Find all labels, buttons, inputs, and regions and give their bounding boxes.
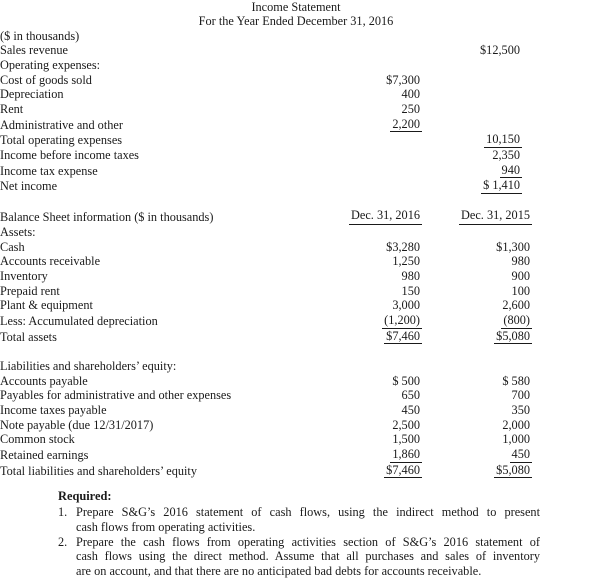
row-pad: [522, 58, 600, 73]
bs-col-2016-value: (1,200): [384, 313, 420, 328]
balance-sheet-row: [0, 298, 600, 313]
required-item-number: 1.: [58, 504, 68, 519]
balance-sheet-row: [0, 388, 600, 403]
bs-col-2016-value: $7,460: [386, 328, 420, 343]
row-pad: [522, 117, 600, 133]
bs-col-2015: [422, 240, 532, 255]
row-pad: [522, 148, 600, 163]
balance-sheet-table: [0, 194, 600, 478]
assets-heading: Assets:: [0, 225, 36, 240]
income-col2-value: 940: [501, 162, 520, 177]
income-col1-value: 400: [401, 87, 420, 102]
balance-sheet-header-row: [0, 208, 600, 225]
bs-col-2016-value: 450: [401, 403, 420, 418]
bs-col-2015: [422, 284, 532, 299]
income-col1: [310, 58, 422, 73]
income-col2: [422, 148, 522, 163]
bs-col-2015: [422, 463, 532, 479]
row-label: Payables for administrative and other expenses: [0, 388, 232, 403]
bs-col-2015-value: 900: [511, 269, 530, 284]
bs-col-2016: [310, 418, 422, 433]
required-item-text: [76, 505, 540, 535]
row-pad: [532, 447, 600, 463]
row-pad: [532, 329, 600, 345]
income-col2: [422, 73, 522, 88]
balance-sheet-head: [0, 194, 600, 240]
bs-col-2015-value: $5,080: [496, 462, 530, 477]
document-subtitle: For the Year Ended December 31, 2016: [198, 14, 394, 29]
assets-heading-col2: [422, 225, 532, 240]
assets-heading-row: [0, 225, 600, 240]
liabilities-head: [0, 344, 600, 373]
row-label: Sales revenue: [0, 43, 68, 58]
income-col1: [310, 163, 422, 179]
balance-sheet-liability-rows: [0, 374, 600, 479]
income-statement-row: [0, 163, 600, 179]
bs-col-2016-value: 150: [401, 283, 420, 298]
units-note-col2: [422, 29, 522, 44]
units-note-row: [0, 29, 600, 44]
row-label: Inventory: [0, 269, 48, 284]
required-item: [58, 535, 540, 579]
column-header-2015: [422, 208, 532, 225]
bs-col-2015-value: $5,080: [496, 328, 530, 343]
bs-col-2016: [310, 463, 422, 479]
spacer-col1: [310, 194, 422, 209]
spacer-col2: [422, 194, 532, 209]
required-section: [0, 489, 600, 579]
income-col2-value: $12,500: [480, 43, 520, 58]
row-pad: [532, 432, 600, 447]
bs-col-2016: [310, 313, 422, 329]
income-col1: [310, 178, 422, 194]
required-item-line: cash flows using the direct method. Assume that all purchases and sales of inventory: [76, 549, 540, 564]
income-statement-row: [0, 58, 600, 73]
income-statement-row: [0, 102, 600, 117]
section-spacer-row: [0, 194, 600, 209]
income-col2: [422, 102, 522, 117]
row-pad: [532, 254, 600, 269]
required-item-text: [76, 535, 540, 579]
bs-col-2015: [422, 374, 532, 389]
row-label: Operating expenses:: [0, 57, 101, 72]
row-pad: [522, 132, 600, 148]
income-statement-rows: [0, 43, 600, 194]
row-label: Cash: [0, 239, 25, 254]
income-col1: [310, 87, 422, 102]
bs-col-2016-value: $7,460: [386, 462, 420, 477]
income-statement-row: [0, 73, 600, 88]
bs-col-2015-value: (800): [503, 313, 530, 328]
column-header-2016-text: Dec. 31, 2016: [349, 208, 422, 225]
bs-col-2015-value: 2,000: [502, 417, 530, 432]
bs-col-2016-value: $3,280: [386, 239, 420, 254]
income-col1: [310, 117, 422, 133]
row-label: Plant & equipment: [0, 298, 93, 313]
row-pad: [532, 269, 600, 284]
bs-col-2015: [422, 447, 532, 463]
spacer-pad: [532, 194, 600, 209]
income-statement-table: [0, 29, 600, 194]
row-pad: [532, 240, 600, 255]
balance-sheet-asset-rows: [0, 240, 600, 345]
income-statement-row: [0, 117, 600, 133]
required-item: [58, 505, 540, 535]
income-col1: [310, 73, 422, 88]
liabilities-spacer-col2: [422, 344, 532, 359]
required-item-line: are on account, and that there are no anticipated bad debts for accounts receivable.: [76, 564, 482, 579]
income-col2: [422, 163, 522, 179]
income-col1-value: 2,200: [392, 116, 420, 131]
row-pad: [532, 374, 600, 389]
bs-col-2016: [310, 374, 422, 389]
balance-sheet-row: [0, 254, 600, 269]
row-label: Retained earnings: [0, 447, 89, 462]
bs-col-2016-value: 980: [401, 269, 420, 284]
income-statement-body: [0, 29, 600, 44]
income-col1: [310, 132, 422, 148]
balance-sheet-row: [0, 463, 600, 479]
bs-col-2016-value: 1,860: [392, 446, 420, 461]
bs-col-2015: [422, 403, 532, 418]
income-statement-row: [0, 148, 600, 163]
row-label: Income taxes payable: [0, 403, 107, 418]
income-col2-value: 2,350: [492, 147, 520, 162]
balance-sheet-row: [0, 447, 600, 463]
balance-sheet-title: Balance Sheet information ($ in thousands): [0, 210, 214, 225]
liabilities-spacer-col1: [310, 344, 422, 359]
balance-sheet-row: [0, 313, 600, 329]
income-col2-value: 10,150: [486, 132, 520, 147]
row-label: Note payable (due 12/31/2017): [0, 417, 154, 432]
row-label: Prepaid rent: [0, 283, 60, 298]
income-col1: [310, 43, 422, 58]
bs-col-2016-value: 650: [401, 388, 420, 403]
income-col2: [422, 58, 522, 73]
row-pad: [532, 418, 600, 433]
bs-col-2015-value: 450: [511, 446, 530, 461]
balance-sheet-row: [0, 418, 600, 433]
required-item-line: Prepare S&G’s 2016 statement of cash flows, using the indirect method to present: [76, 504, 540, 519]
balance-sheet-row: [0, 329, 600, 345]
row-label: Less: Accumulated depreciation: [0, 314, 158, 329]
liabilities-heading-col2: [422, 359, 532, 374]
income-col1-value: 250: [401, 101, 420, 116]
row-label: Total operating expenses: [0, 133, 123, 148]
required-item-line: Prepare the cash flows from operating activities section of S&G’s 2016 statement of: [76, 534, 540, 549]
bs-col-2015-value: 2,600: [502, 298, 530, 313]
row-pad: [532, 313, 600, 329]
income-statement-row: [0, 43, 600, 58]
balance-sheet-row: [0, 374, 600, 389]
liabilities-heading-row: [0, 359, 600, 374]
row-pad: [522, 73, 600, 88]
required-heading: Required:: [58, 489, 112, 504]
row-label: Income tax expense: [0, 163, 98, 178]
document-title: Income Statement: [251, 0, 341, 14]
column-header-2015-text: Dec. 31, 2015: [459, 208, 532, 225]
bs-col-2016: [310, 269, 422, 284]
bs-col-2015: [422, 269, 532, 284]
row-label: Depreciation: [0, 87, 64, 102]
bs-col-2016-value: 1,250: [392, 254, 420, 269]
row-label: Rent: [0, 101, 24, 116]
row-label: Accounts payable: [0, 373, 88, 388]
income-statement-row: [0, 87, 600, 102]
required-items: [58, 505, 540, 579]
row-pad: [532, 284, 600, 299]
bs-col-2015-value: $ 580: [502, 373, 530, 388]
bs-col-2016: [310, 329, 422, 345]
bs-col-2016: [310, 298, 422, 313]
bs-col-2015-value: 1,000: [502, 432, 530, 447]
liabilities-heading: Liabilities and shareholders’ equity:: [0, 359, 177, 374]
bs-col-2015: [422, 432, 532, 447]
income-statement-row: [0, 178, 600, 194]
liabilities-heading-pad: [532, 359, 600, 374]
income-col1: [310, 148, 422, 163]
income-col2: [422, 132, 522, 148]
bs-col-2015: [422, 298, 532, 313]
bs-col-2015-value: 100: [511, 283, 530, 298]
row-pad: [532, 298, 600, 313]
balance-sheet-row: [0, 403, 600, 418]
assets-heading-pad: [532, 225, 600, 240]
row-pad: [532, 403, 600, 418]
row-pad: [522, 178, 600, 194]
row-label: Administrative and other: [0, 117, 123, 132]
units-note-pad: [522, 29, 600, 44]
income-col1: [310, 102, 422, 117]
bs-col-2016-value: 2,500: [392, 417, 420, 432]
income-col2: [422, 178, 522, 194]
income-col2-value: $ 1,410: [483, 178, 520, 193]
bs-col-2016: [310, 403, 422, 418]
balance-sheet-row: [0, 432, 600, 447]
balance-sheet-row: [0, 240, 600, 255]
income-statement-row: [0, 132, 600, 148]
row-pad: [522, 102, 600, 117]
bs-col-2015: [422, 313, 532, 329]
bs-col-2015: [422, 254, 532, 269]
assets-heading-col1: [310, 225, 422, 240]
balance-sheet-row: [0, 284, 600, 299]
bs-col-2016-value: 3,000: [392, 298, 420, 313]
bs-col-2016: [310, 240, 422, 255]
bs-col-2016: [310, 254, 422, 269]
header-pad: [532, 208, 600, 225]
row-label: Net income: [0, 179, 58, 194]
row-label: Accounts receivable: [0, 254, 101, 269]
row-pad: [522, 43, 600, 58]
row-pad: [522, 87, 600, 102]
bs-col-2015-value: 980: [511, 254, 530, 269]
units-note: ($ in thousands): [0, 28, 80, 43]
liabilities-spacer-pad: [532, 344, 600, 359]
bs-col-2015-value: $1,300: [496, 239, 530, 254]
spacer-label: [0, 194, 310, 209]
bs-col-2016: [310, 284, 422, 299]
bs-col-2015-value: 700: [511, 388, 530, 403]
column-header-2016: [310, 208, 422, 225]
liabilities-spacer-row: [0, 344, 600, 359]
row-pad: [522, 163, 600, 179]
bs-col-2015-value: 350: [511, 403, 530, 418]
income-col2: [422, 87, 522, 102]
bs-col-2016: [310, 432, 422, 447]
row-pad: [532, 463, 600, 479]
units-note-col1: [310, 29, 422, 44]
row-label: Total liabilities and shareholders’ equity: [0, 463, 197, 478]
bs-col-2016: [310, 447, 422, 463]
liabilities-spacer-label: [0, 344, 310, 359]
bs-col-2015: [422, 388, 532, 403]
row-label: Cost of goods sold: [0, 72, 92, 87]
row-pad: [532, 388, 600, 403]
bs-col-2016-value: 1,500: [392, 432, 420, 447]
income-col2: [422, 43, 522, 58]
bs-col-2016-value: $ 500: [392, 373, 420, 388]
bs-col-2015: [422, 418, 532, 433]
balance-sheet-row: [0, 269, 600, 284]
required-item-line: cash flows from operating activities.: [76, 519, 256, 534]
income-col2: [422, 117, 522, 133]
bs-col-2016: [310, 388, 422, 403]
row-label: Total assets: [0, 329, 57, 344]
row-label: Common stock: [0, 432, 75, 447]
required-item-number: 2.: [58, 534, 68, 549]
liabilities-heading-col1: [310, 359, 422, 374]
bs-col-2015: [422, 329, 532, 345]
income-col1-value: $7,300: [386, 72, 420, 87]
row-label: Income before income taxes: [0, 147, 139, 162]
